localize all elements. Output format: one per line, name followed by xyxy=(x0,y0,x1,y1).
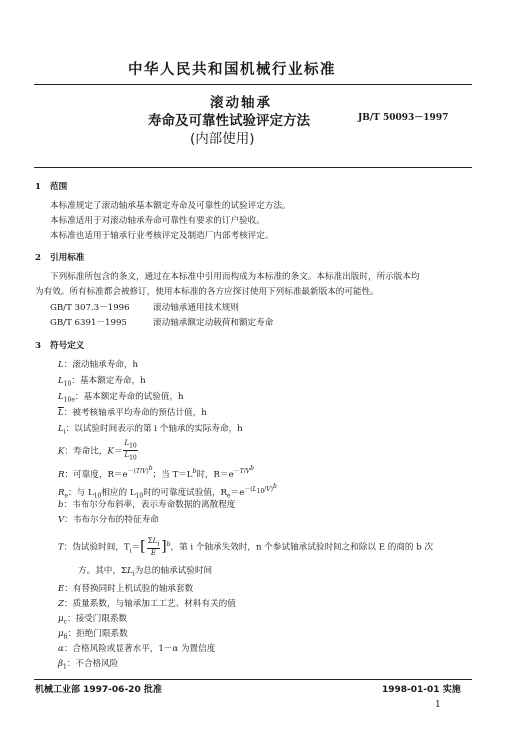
section-1-para-3: 本标准也适用于轴承行业考核评定及制造厂内部考核评定。 xyxy=(50,231,274,241)
section-2-para-1: 下列标准所包含的条文，通过在本标准中引用而构成为本标准的条文。本标准出版时，所示版本均 xyxy=(50,272,420,282)
section-1-para-2: 本标准适用于对滚动轴承寿命可靠性有要求的订户验收。 xyxy=(50,216,265,226)
symbol-Re: $R_e$：与 $L_{10}$相应的 $L_{10}$时的可靠度试验值，$R_e=e^{-(L_{10}/V)^b}$ xyxy=(58,483,277,500)
symbol-K: K：寿命比，K＝ $\frac{L_{10}}{L_{10}}$ xyxy=(58,439,137,462)
page-number: 1 xyxy=(435,700,441,710)
header-rule xyxy=(34,84,472,85)
section-3-heading: 符号定义 xyxy=(50,341,85,351)
reference-title: 滚动轴承通用技术规则 xyxy=(153,303,239,313)
symbol-Li: $L_i$：以试验时间表示的第 i 个轴承的实际寿命，h xyxy=(58,424,243,436)
reference-title: 滚动轴承额定动载荷和额定寿命 xyxy=(153,318,274,328)
section-2-number: 2 xyxy=(35,253,41,263)
title-rule xyxy=(34,167,472,168)
symbol-Lbar: $\overline{L}$：被考核轴承平均寿命的预估计值，h xyxy=(58,408,207,418)
symbol-mu-fi: $\mu_{fi}$：拒绝门限系数 xyxy=(58,629,128,641)
symbol-T: T：伪试验时间，$T_i=$[ $\frac{\Sigma L_i}{E}$ ]$^b$，第 i 个轴承失效时，n 个参试轴承试验时间之和除以 E 的商的 b 次 xyxy=(58,537,434,558)
reference-code: GB/T 307.3－1996 xyxy=(50,303,130,313)
symbol-L10: $L_{10}$：基本额定寿命，h xyxy=(58,376,146,388)
standard-number: JB/T 50093－1997 xyxy=(358,113,449,123)
footer-rule xyxy=(34,679,472,680)
section-1-number: 1 xyxy=(35,182,41,192)
approval-date: 机械工业部 1997-06-20 批准 xyxy=(35,685,162,695)
symbol-R: R：可靠度，$R=e^{-(T/V)^b}$；当 $T=L^b$时，$R=e^{-T/V^b}$ xyxy=(58,465,254,480)
implementation-date: 1998-01-01 实施 xyxy=(382,685,461,695)
symbol-b: b：韦布尔分布斜率，表示寿命数据的离散程度 xyxy=(58,500,236,510)
symbol-beta: $\beta_1$：不合格风险 xyxy=(58,659,119,671)
title-line1: 滚动轴承 xyxy=(210,95,272,111)
symbol-E: E：有替换同时上机试验的轴承套数 xyxy=(58,584,194,594)
symbol-L10e: $L_{10e}$：基本额定寿命的试验值，h xyxy=(58,392,184,404)
fraction-T: $\frac{\Sigma L_i}{E}$ xyxy=(147,537,160,558)
section-2-para-2: 为有效。所有标准都会被修订，使用本标准的各方应探讨使用下列标准最新版本的可能性。 xyxy=(35,287,379,297)
symbol-L: L：滚动轴承寿命，h xyxy=(58,360,139,370)
symbol-Z: Z：质量系数，与轴承加工工艺、材料有关的值 xyxy=(58,599,236,609)
section-1-heading: 范围 xyxy=(50,182,68,192)
symbol-V: V：韦布尔分布的特征寿命 xyxy=(58,515,159,525)
symbol-mu-c: $\mu_c$：接受门限系数 xyxy=(58,614,128,626)
symbol-T-continued: 方。其中，$\Sigma L_i$为总的轴承试验时间 xyxy=(78,566,213,578)
section-1-para-1: 本标准规定了滚动轴承基本额定寿命及可靠性的试验评定方法。 xyxy=(50,201,291,211)
symbol-alpha: α：合格风险或显著水平，1－α 为置信度 xyxy=(58,644,216,654)
title-line2: 寿命及可靠性试验评定方法 xyxy=(148,113,310,129)
section-3-number: 3 xyxy=(35,341,41,351)
title-line3: (内部使用) xyxy=(190,131,255,147)
issuing-organization: 中华人民共和国机械行业标准 xyxy=(128,62,336,78)
reference-code: GB/T 6391－1995 xyxy=(50,318,127,328)
fraction-K: $\frac{L_{10}}{L_{10}}$ xyxy=(124,439,137,462)
section-2-heading: 引用标准 xyxy=(50,253,85,263)
